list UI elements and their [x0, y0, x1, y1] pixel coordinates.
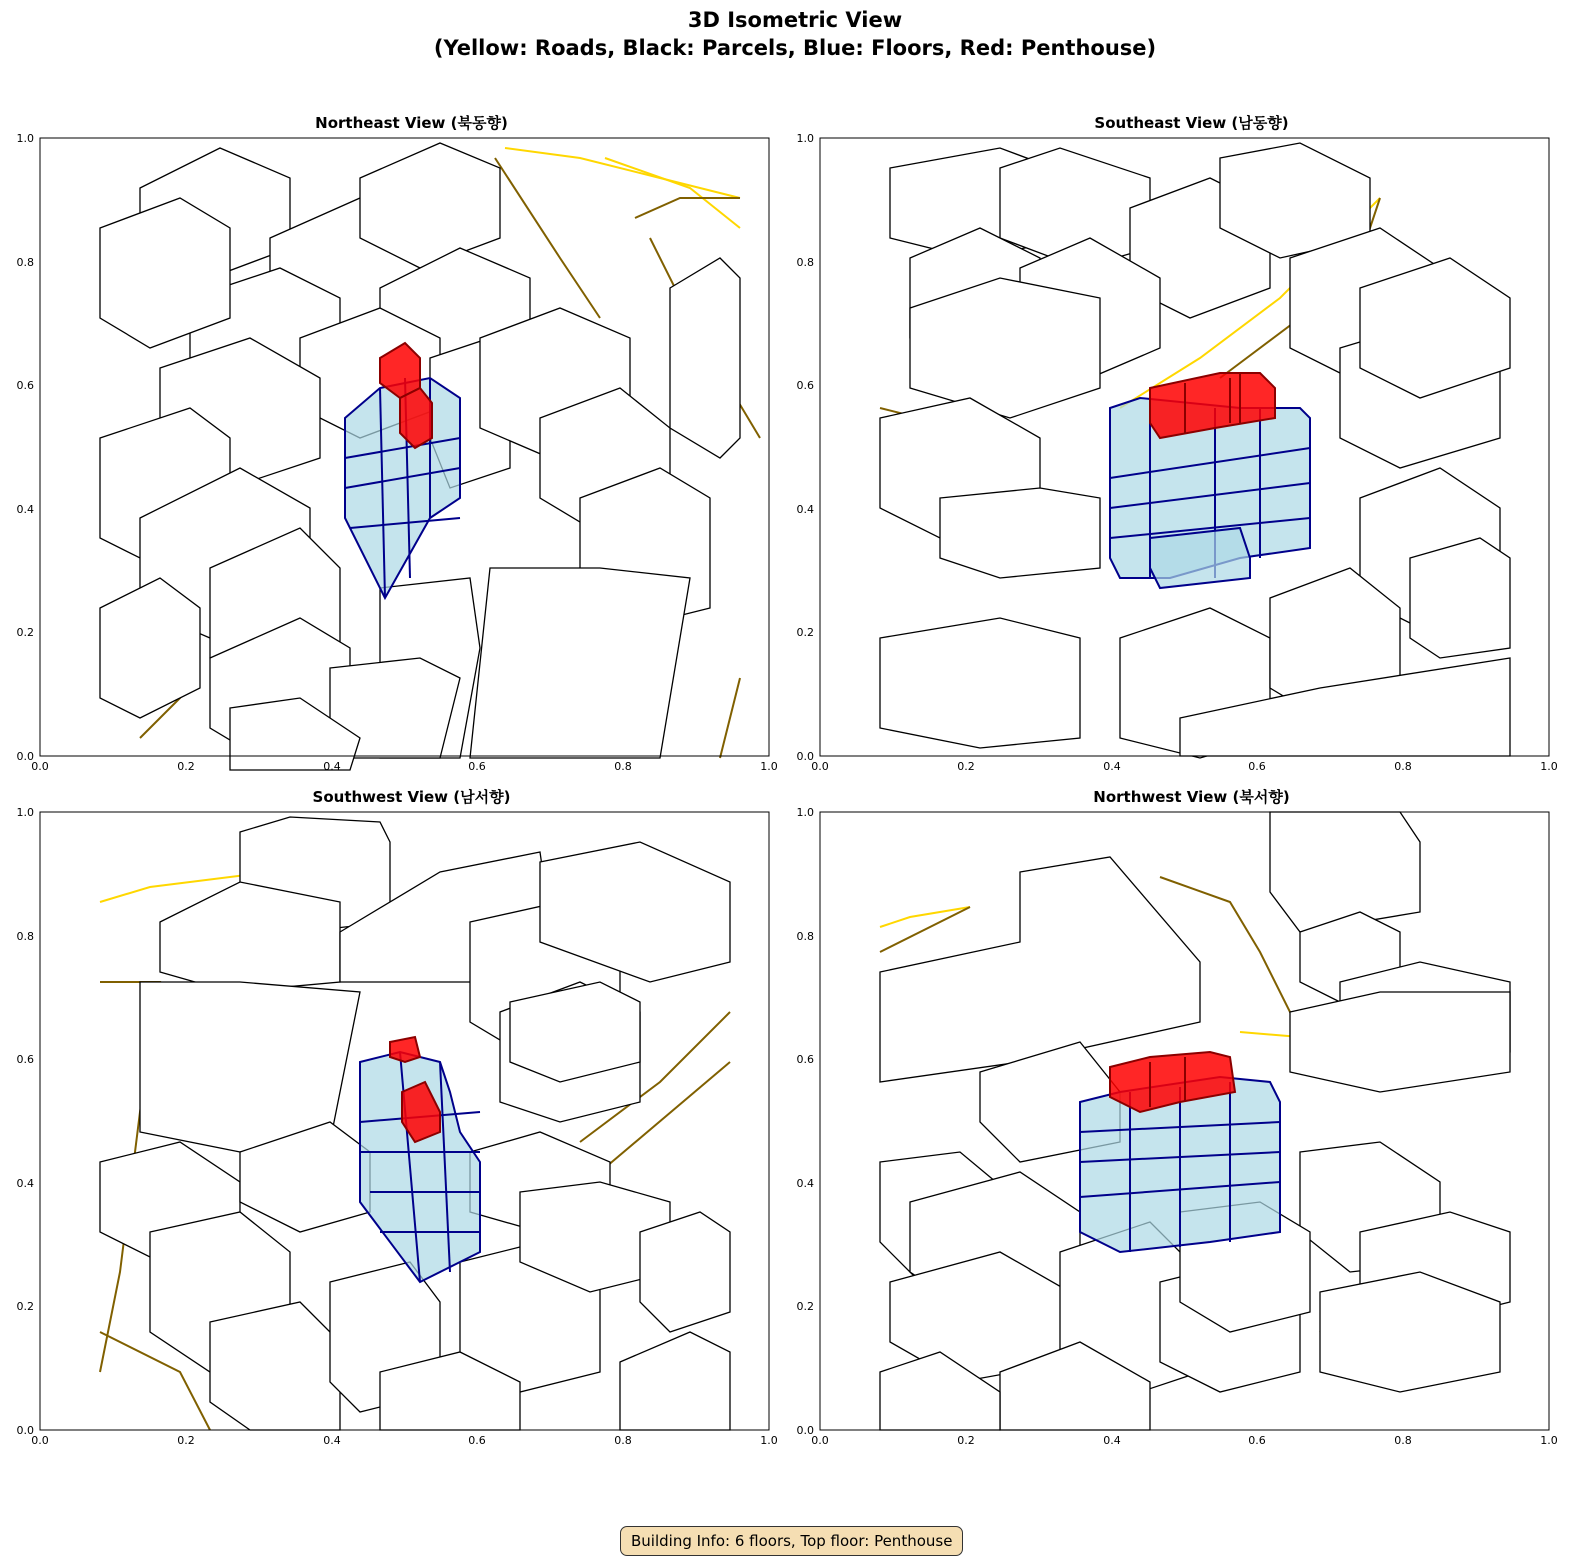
panel-title-northeast: Northeast View (북동향) [315, 114, 508, 132]
scene-northeast [31, 138, 783, 773]
y-tick-label: 0.2 [16, 626, 34, 639]
y-tick-label: 0.8 [16, 930, 34, 943]
y-tick-label: 0.0 [16, 750, 34, 763]
y-tick-label: 0.8 [796, 930, 814, 943]
panel-southeast [811, 114, 1563, 773]
x-tick-label: 0.8 [1394, 1434, 1412, 1447]
y-tick-label: 1.0 [796, 132, 814, 145]
x-tick-label: 0.0 [31, 760, 49, 773]
x-tick-label: 1.0 [760, 760, 778, 773]
figure-title-line1: 3D Isometric View [687, 8, 903, 32]
y-tick-label: 0.0 [796, 1424, 814, 1437]
y-tick-label: 0.4 [16, 1177, 34, 1190]
x-tick-label: 0.6 [468, 1434, 486, 1447]
figure-title [0, 6, 1590, 62]
y-tick-label: 1.0 [796, 806, 814, 819]
x-tick-label: 0.6 [1248, 760, 1266, 773]
y-tick-label: 0.0 [796, 750, 814, 763]
x-tick-label: 0.4 [1103, 1434, 1121, 1447]
y-axis-top-left [0, 130, 40, 780]
y-tick-label: 0.0 [16, 1424, 34, 1437]
panel-southwest [31, 788, 783, 1447]
x-axis-northwest [811, 1434, 1558, 1447]
y-axis-top-right [780, 130, 820, 780]
x-tick-label: 0.0 [811, 1434, 829, 1447]
y-tick-label: 0.6 [796, 1053, 814, 1066]
y-tick-label: 1.0 [16, 806, 34, 819]
y-tick-label: 0.8 [16, 256, 34, 269]
x-tick-label: 1.0 [760, 1434, 778, 1447]
floor-volumes [1080, 1077, 1280, 1252]
x-tick-label: 1.0 [1540, 760, 1558, 773]
x-axis-southwest [31, 1434, 778, 1447]
x-axis-southeast [811, 760, 1558, 773]
y-tick-label: 0.4 [796, 503, 814, 516]
scene-northwest [811, 812, 1563, 1447]
x-tick-label: 0.4 [323, 1434, 341, 1447]
scene-southeast [811, 138, 1563, 773]
panel-title-southwest: Southwest View (남서향) [312, 788, 511, 806]
panel-northeast [31, 114, 783, 773]
y-tick-label: 0.4 [16, 503, 34, 516]
figure-title-line2: (Yellow: Roads, Black: Parcels, Blue: Floors, Red: Penthouse) [433, 36, 1157, 60]
x-tick-label: 0.6 [468, 760, 486, 773]
x-tick-label: 0.0 [31, 1434, 49, 1447]
panel-title-southeast: Southeast View (남동향) [1094, 114, 1289, 132]
x-axis-northeast [31, 760, 778, 773]
y-tick-label: 0.6 [16, 379, 34, 392]
y-tick-label: 0.2 [796, 1300, 814, 1313]
y-tick-label: 0.2 [16, 1300, 34, 1313]
y-tick-label: 0.6 [796, 379, 814, 392]
x-tick-label: 0.8 [614, 760, 632, 773]
y-tick-label: 0.4 [796, 1177, 814, 1190]
y-tick-label: 0.6 [16, 1053, 34, 1066]
scene-southwest [31, 812, 783, 1447]
y-tick-label: 1.0 [16, 132, 34, 145]
panel-title-northwest: Northwest View (북서향) [1093, 788, 1290, 806]
x-tick-label: 0.4 [323, 760, 341, 773]
x-tick-label: 0.8 [614, 1434, 632, 1447]
x-tick-label: 0.2 [957, 760, 975, 773]
x-tick-label: 0.2 [177, 760, 195, 773]
y-axis-bottom-left [0, 804, 40, 1454]
y-tick-label: 0.2 [796, 626, 814, 639]
x-tick-label: 0.0 [811, 760, 829, 773]
panel-northwest [811, 788, 1563, 1447]
x-tick-label: 0.8 [1394, 760, 1412, 773]
y-tick-label: 0.8 [796, 256, 814, 269]
building-info-box: Building Info: 6 floors, Top floor: Penthouse [620, 1526, 963, 1556]
x-tick-label: 0.2 [957, 1434, 975, 1447]
x-tick-label: 0.6 [1248, 1434, 1266, 1447]
x-tick-label: 0.4 [1103, 760, 1121, 773]
x-tick-label: 0.2 [177, 1434, 195, 1447]
x-tick-label: 1.0 [1540, 1434, 1558, 1447]
y-axis-bottom-right [780, 804, 820, 1454]
